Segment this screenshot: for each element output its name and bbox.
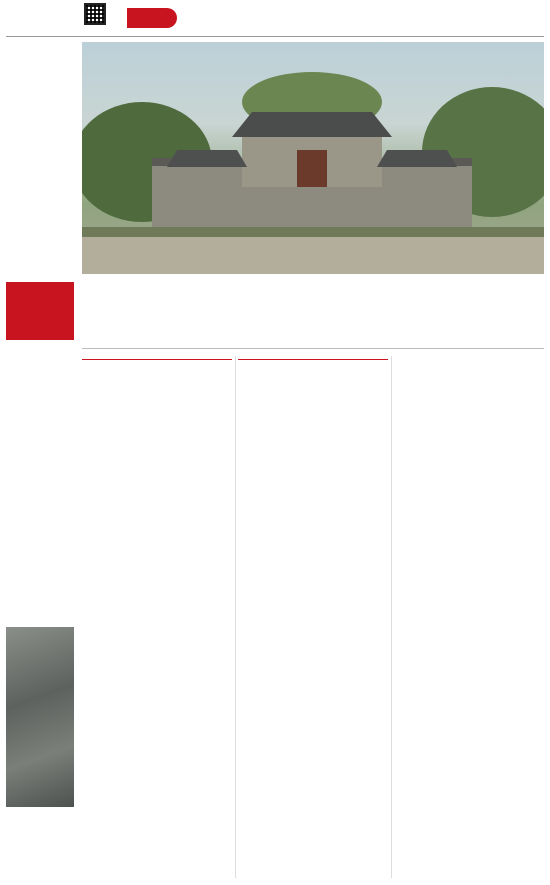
column-divider	[235, 356, 236, 878]
section-heading-1	[82, 356, 232, 360]
top-rule	[6, 36, 544, 37]
article-column-1	[82, 356, 232, 365]
section-heading-2	[238, 356, 388, 360]
section-tag	[127, 8, 177, 28]
masthead	[0, 0, 550, 38]
headline-rule	[82, 348, 544, 349]
article-column-2	[238, 356, 388, 365]
article-column-3	[394, 356, 544, 358]
qr-code-icon	[84, 3, 106, 25]
main-photo	[82, 42, 544, 274]
memorial-building-illustration	[82, 42, 544, 274]
red-campaign-banner	[6, 282, 74, 340]
sidebar	[6, 42, 74, 885]
column-divider	[391, 356, 392, 878]
sidebar-photo	[6, 627, 74, 807]
